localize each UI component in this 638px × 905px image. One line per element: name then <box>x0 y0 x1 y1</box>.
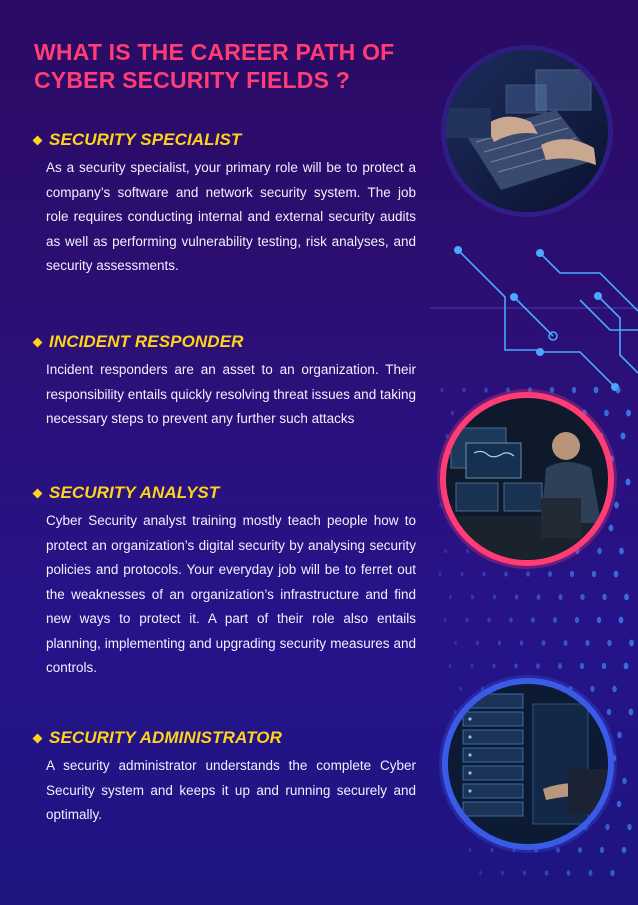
body-security-analyst: Cyber Security analyst training mostly teach people how to protect an organization’s digital security by analysing security policies and protocols. Your everyday job will be to ferret out the weaknesses of an organization’s infrastructure and find new ways to protect it. A part of their role also entails planning, implementing and upgrading security measures and controls. <box>46 513 416 675</box>
section-heading <box>34 728 416 748</box>
section-heading <box>34 332 416 352</box>
bullet-diamond-icon <box>33 337 43 347</box>
page-title: WHAT IS THE CAREER PATH OF CYBER SECURITY FIELDS ? <box>34 39 395 93</box>
bullet-diamond-icon <box>33 135 43 145</box>
section-heading <box>34 483 416 503</box>
section-incident-responder <box>34 332 416 432</box>
body-security-administrator: A security administrator understands the complete Cyber Security system and keeps it up and running securely and optimally. <box>46 758 416 822</box>
monitoring-room-photo <box>446 398 608 560</box>
body-security-specialist: As a security specialist, your primary role will be to protect a company’s software and network security system. The job role requires conducting internal and external security audits as well as performing vulnerability testing, risk analyses, and security assessments. <box>46 160 416 273</box>
server-rack-photo <box>448 684 608 844</box>
section-security-administrator <box>34 728 416 828</box>
section-heading <box>34 130 416 150</box>
heading-security-specialist: SECURITY SPECIALIST <box>49 130 242 149</box>
section-security-specialist <box>34 130 416 279</box>
heading-security-administrator: SECURITY ADMINISTRATOR <box>49 728 282 747</box>
bullet-diamond-icon <box>33 488 43 498</box>
heading-security-analyst: SECURITY ANALYST <box>49 483 220 502</box>
heading-incident-responder: INCIDENT RESPONDER <box>49 332 244 351</box>
section-security-analyst <box>34 483 416 681</box>
laptop-hands-photo <box>446 50 608 212</box>
body-incident-responder: Incident responders are an asset to an organization. Their responsibility entails quickly resolving threat issues and taking necessary steps to prevent any further such attacks <box>46 362 416 426</box>
bullet-diamond-icon <box>33 733 43 743</box>
